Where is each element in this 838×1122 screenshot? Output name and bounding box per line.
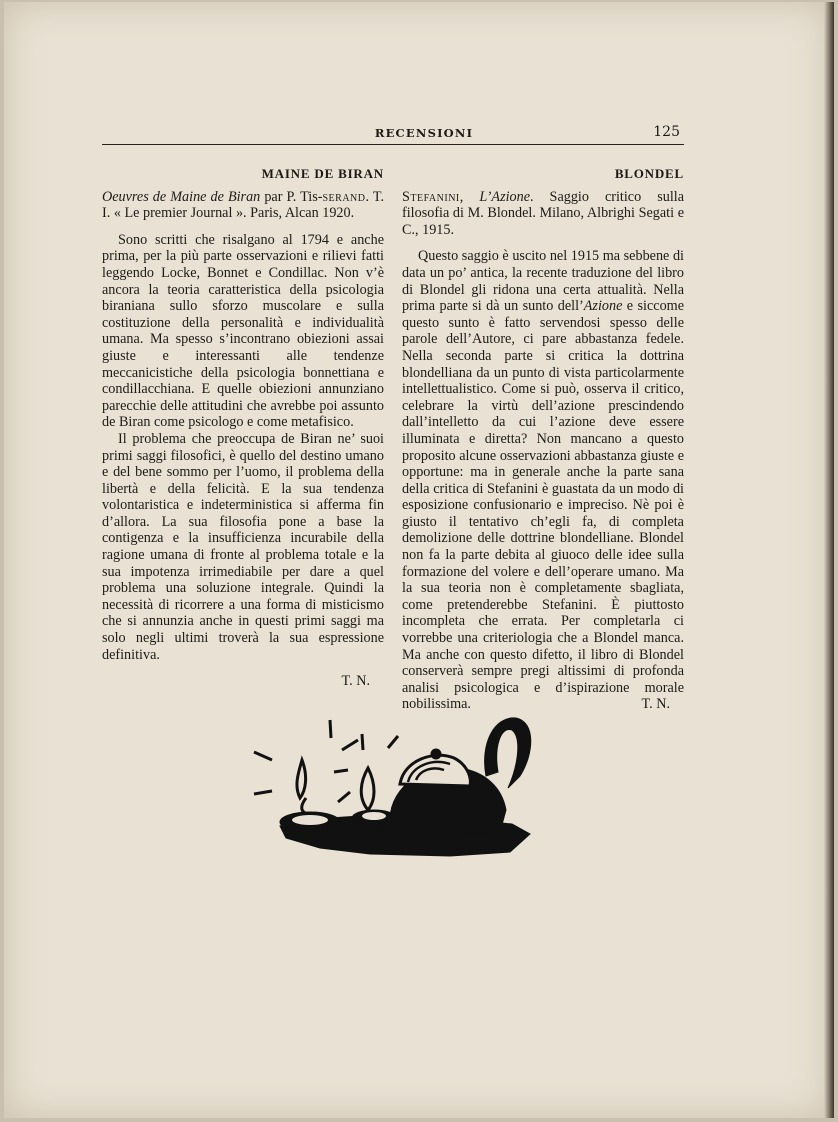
paragraph-part-b: e siccome questo sunto è fatto servendosi spesso delle parole dell’Autore, ci pare abbastanza fedele. Nella seconda parte si critica la dottrina blondelliana da un punto di vista particolarmente intellettualistico. Come si può, osserva il critico, celebrare la virtù dell’azione prescindendo dall’intelletto da cui l’azione deve essere illuminata e diretta? Non mancano a questo proposito alcune osservazioni abbastanza giuste e opportune: ma in generale anche la parte sana della critica di Stefanini è guastata da un modo di esposizione confusionario e impreciso. Nè poi è giusto il tentativo ch’egli fa, di completa demolizione delle dottrine blondelliane. Blondel non fa la parte debita al giuoco delle idee sulla formazione del volere e dell’operare umano. Ma la sua teoria non è completamente sbagliata, come pretenderebbe Stefanini. È piuttosto incompleta che errata. Per completarla ci vorrebbe una criteriologia che a Blondel manca. Ma anche con questo difetto, il libro di Blondel conserverà sempre pregi altissimi di profonda analisi psicologica e d’ispirazione morale nobilissima. xyxy=(402,298,685,713)
citation-details: . Saggio critico sulla filosofia di M. Blondel. Milano, Albrighi Segati e C., 1915. xyxy=(402,188,684,238)
review-title-blondel: BLONDEL xyxy=(614,166,684,181)
review-title-maine-de-biran: MAINE DE BIRAN xyxy=(261,166,384,181)
citation-author: Stefanini xyxy=(402,188,460,205)
oil-lamp-woodcut-icon xyxy=(250,714,540,864)
right-column xyxy=(402,166,684,713)
paragraph-italic-azione: Azione xyxy=(583,298,623,315)
citation-book-title: Oeuvres de Maine de Biran xyxy=(102,188,261,205)
page-number: 125 xyxy=(653,124,680,140)
citation-book-title: L’Azione xyxy=(479,188,531,205)
citation-author: serand xyxy=(322,188,366,205)
citation-sep: , xyxy=(459,188,480,205)
paragraph: Sono scritti che risalgano al 1794 e anche prima, per la più parte osservazioni e rilievi fatti leggendo Locke, Bonnet e Condillac. Non v’è ancora la teoria caratteristica della psicologia biraniana sullo sforzo muscolare e sulla costituzione della personalità e individualità umana. Ma spesso s’incontrano obiezioni assai giuste e interessanti alle tendenze meccanicistiche della psicologia bonnettiana e condillacchiana. E quelle obiezioni annunziano parecchie delle attitudini che avrebbe poi assunto de Biran come psicologo e come metafisico. xyxy=(102,231,384,431)
running-head: RECENSIONI xyxy=(374,126,474,140)
signature: T. N. xyxy=(641,696,670,713)
paragraph: Il problema che preoccupa de Biran ne’ suoi primi saggi filosofici, è quello del destino umano e del bene sommo per l’uomo, il problema della libertà e della felicità. E la sua tendenza volontaristica e indeterministica si afferma fin d’allora. La sua filosofia pone a base la contigenza e la insufficienza incurabile della ragione umana di fronte al problema totale e la sua impotenza irrimediabile per dare a quel problema una soluzione integrale. Quindi la necessità di ricorrere a una forma di misticismo che si annunzia anche in questi primi saggi ma solo negli ultimi troverà la sua espressione definitiva. xyxy=(102,430,384,663)
paragraph-part-a: Questo saggio è uscito nel 1915 ma sebbene di data un po’ antica, la recente traduzione del libro di Blondel gli ridona una certa attualità. Nella prima parte si dà un sunto dell’ xyxy=(402,248,684,315)
book-page xyxy=(4,2,830,1118)
citation-blondel xyxy=(402,189,684,239)
signature: T. N. xyxy=(341,673,370,690)
page-header xyxy=(102,124,684,145)
citation-details: . T. I. « Le premier Journal ». Paris, Alcan 1920. xyxy=(102,188,385,222)
paragraph xyxy=(402,248,684,713)
citation-maine-de-biran xyxy=(102,189,384,222)
left-column xyxy=(102,166,384,690)
citation-by: par P. Tis- xyxy=(260,188,323,205)
